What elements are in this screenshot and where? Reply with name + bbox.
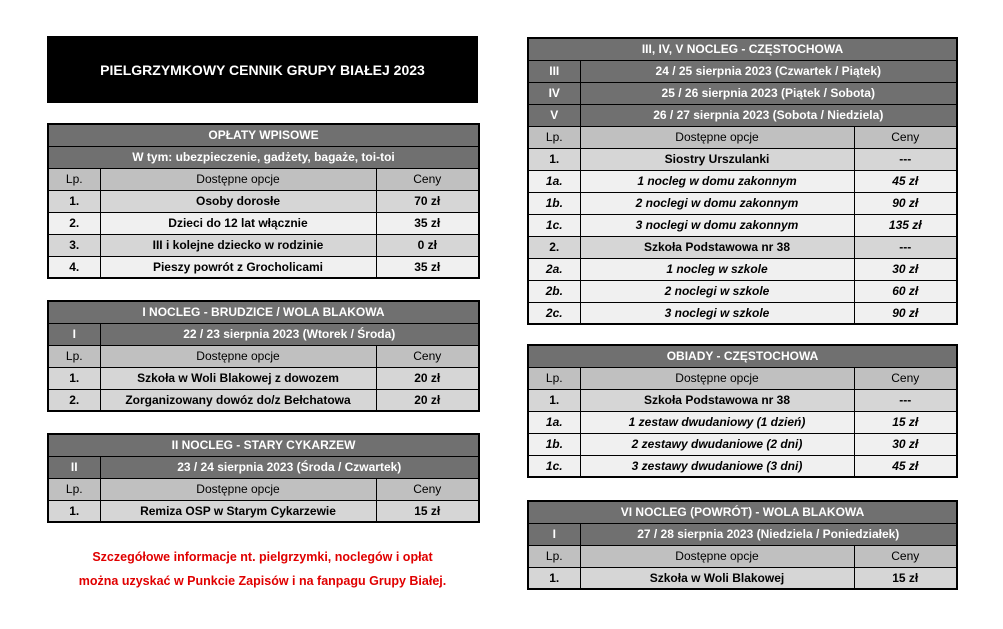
nocleg-date: 26 / 27 sierpnia 2023 (Sobota / Niedziela) [580,104,957,126]
nocleg-number: I [528,523,580,545]
table-row [528,411,957,433]
page-title: PIELGRZYMKOWY CENNIK GRUPY BIAŁEJ 2023 [47,36,478,103]
nocleg-number: I [48,323,100,345]
col-header-lp: Lp. [48,478,100,500]
info-note-line: Szczegółowe informacje nt. pielgrzymki, noclegów i opłat [92,550,433,564]
row-cena: 15 zł [854,411,957,433]
table-nocleg-3-4-5 [527,37,958,325]
table-nocleg-2 [47,433,480,523]
row-cena: 20 zł [376,389,479,411]
table-row [48,500,479,522]
row-cena: 35 zł [376,256,479,278]
row-opcja: Osoby dorosłe [100,190,376,212]
row-lp: 2. [48,389,100,411]
row-opcja: Szkoła w Woli Blakowej z dowozem [100,367,376,389]
table-row [48,367,479,389]
row-cena: 90 zł [854,192,957,214]
row-opcja: 2 zestawy dwudaniowe (2 dni) [580,433,854,455]
row-lp: 1c. [528,214,580,236]
table-row [528,214,957,236]
table-row [528,455,957,477]
row-lp: 4. [48,256,100,278]
row-cena: 70 zł [376,190,479,212]
row-cena: --- [854,389,957,411]
row-lp: 1. [528,148,580,170]
col-header-opcje: Dostępne opcje [100,168,376,190]
table-row [528,148,957,170]
row-lp: 2. [48,212,100,234]
col-header-lp: Lp. [528,126,580,148]
table-row [528,170,957,192]
row-lp: 1a. [528,411,580,433]
nocleg-date: 22 / 23 sierpnia 2023 (Wtorek / Środa) [100,323,479,345]
table-oplaty-wpisowe [47,123,480,279]
col-header-ceny: Ceny [854,545,957,567]
table-nocleg-1 [47,300,480,412]
table-nocleg-6 [527,500,958,590]
row-opcja: Zorganizowany dowóz do/z Bełchatowa [100,389,376,411]
row-cena: 45 zł [854,170,957,192]
row-lp: 1. [48,500,100,522]
table-obiady [527,344,958,478]
row-cena: 30 zł [854,258,957,280]
col-header-ceny: Ceny [376,345,479,367]
table-row [48,234,479,256]
row-cena: 135 zł [854,214,957,236]
table-row [48,190,479,212]
table-row [528,280,957,302]
nocleg-number: II [48,456,100,478]
table-row [528,258,957,280]
table-row [528,389,957,411]
table-title: VI NOCLEG (POWRÓT) - WOLA BLAKOWA [528,501,957,523]
col-header-opcje: Dostępne opcje [580,545,854,567]
row-opcja: 3 noclegi w domu zakonnym [580,214,854,236]
row-opcja: 3 zestawy dwudaniowe (3 dni) [580,455,854,477]
row-cena: 60 zł [854,280,957,302]
col-header-lp: Lp. [48,345,100,367]
row-opcja: III i kolejne dziecko w rodzinie [100,234,376,256]
col-header-ceny: Ceny [854,367,957,389]
nocleg-number: III [528,60,580,82]
row-opcja: 2 noclegi w szkole [580,280,854,302]
table-row [528,192,957,214]
col-header-ceny: Ceny [854,126,957,148]
row-opcja: Siostry Urszulanki [580,148,854,170]
row-opcja: 3 noclegi w szkole [580,302,854,324]
row-opcja: Pieszy powrót z Grocholicami [100,256,376,278]
table-row [528,433,957,455]
nocleg-date: 24 / 25 sierpnia 2023 (Czwartek / Piątek) [580,60,957,82]
nocleg-number: V [528,104,580,126]
row-lp: 3. [48,234,100,256]
col-header-lp: Lp. [528,545,580,567]
nocleg-date: 27 / 28 sierpnia 2023 (Niedziela / Poniedziałek) [580,523,957,545]
table-title: OPŁATY WPISOWE [48,124,479,146]
row-cena: --- [854,236,957,258]
table-row [528,236,957,258]
table-row [48,212,479,234]
col-header-ceny: Ceny [376,478,479,500]
row-cena: --- [854,148,957,170]
table-title: III, IV, V NOCLEG - CZĘSTOCHOWA [528,38,957,60]
row-lp: 1b. [528,433,580,455]
row-cena: 35 zł [376,212,479,234]
row-opcja: Remiza OSP w Starym Cykarzewie [100,500,376,522]
table-row [48,389,479,411]
row-opcja: Szkoła Podstawowa nr 38 [580,389,854,411]
row-opcja: 1 nocleg w szkole [580,258,854,280]
row-opcja: Dzieci do 12 lat włącznie [100,212,376,234]
row-cena: 15 zł [854,567,957,589]
row-opcja: Szkoła w Woli Blakowej [580,567,854,589]
row-lp: 1c. [528,455,580,477]
row-cena: 30 zł [854,433,957,455]
col-header-lp: Lp. [528,367,580,389]
row-cena: 45 zł [854,455,957,477]
col-header-lp: Lp. [48,168,100,190]
info-note-line: można uzyskać w Punkcie Zapisów i na fanpagu Grupy Białej. [78,574,447,588]
row-opcja: 1 nocleg w domu zakonnym [580,170,854,192]
table-title: I NOCLEG - BRUDZICE / WOLA BLAKOWA [48,301,479,323]
row-lp: 2b. [528,280,580,302]
row-lp: 2c. [528,302,580,324]
col-header-opcje: Dostępne opcje [100,345,376,367]
row-lp: 1. [528,567,580,589]
row-lp: 2. [528,236,580,258]
info-note [47,545,478,593]
row-opcja: Szkoła Podstawowa nr 38 [580,236,854,258]
row-opcja: 2 noclegi w domu zakonnym [580,192,854,214]
row-lp: 1b. [528,192,580,214]
row-lp: 1. [48,190,100,212]
row-lp: 1. [48,367,100,389]
col-header-opcje: Dostępne opcje [580,367,854,389]
nocleg-date: 23 / 24 sierpnia 2023 (Środa / Czwartek) [100,456,479,478]
row-lp: 2a. [528,258,580,280]
row-cena: 20 zł [376,367,479,389]
row-opcja: 1 zestaw dwudaniowy (1 dzień) [580,411,854,433]
col-header-opcje: Dostępne opcje [580,126,854,148]
table-subtitle: W tym: ubezpieczenie, gadżety, bagaże, toi-toi [48,146,479,168]
table-title: II NOCLEG - STARY CYKARZEW [48,434,479,456]
row-cena: 90 zł [854,302,957,324]
table-row [528,567,957,589]
nocleg-number: IV [528,82,580,104]
col-header-ceny: Ceny [376,168,479,190]
row-lp: 1. [528,389,580,411]
row-cena: 15 zł [376,500,479,522]
row-lp: 1a. [528,170,580,192]
row-cena: 0 zł [376,234,479,256]
table-row [48,256,479,278]
table-row [528,302,957,324]
nocleg-date: 25 / 26 sierpnia 2023 (Piątek / Sobota) [580,82,957,104]
col-header-opcje: Dostępne opcje [100,478,376,500]
table-title: OBIADY - CZĘSTOCHOWA [528,345,957,367]
